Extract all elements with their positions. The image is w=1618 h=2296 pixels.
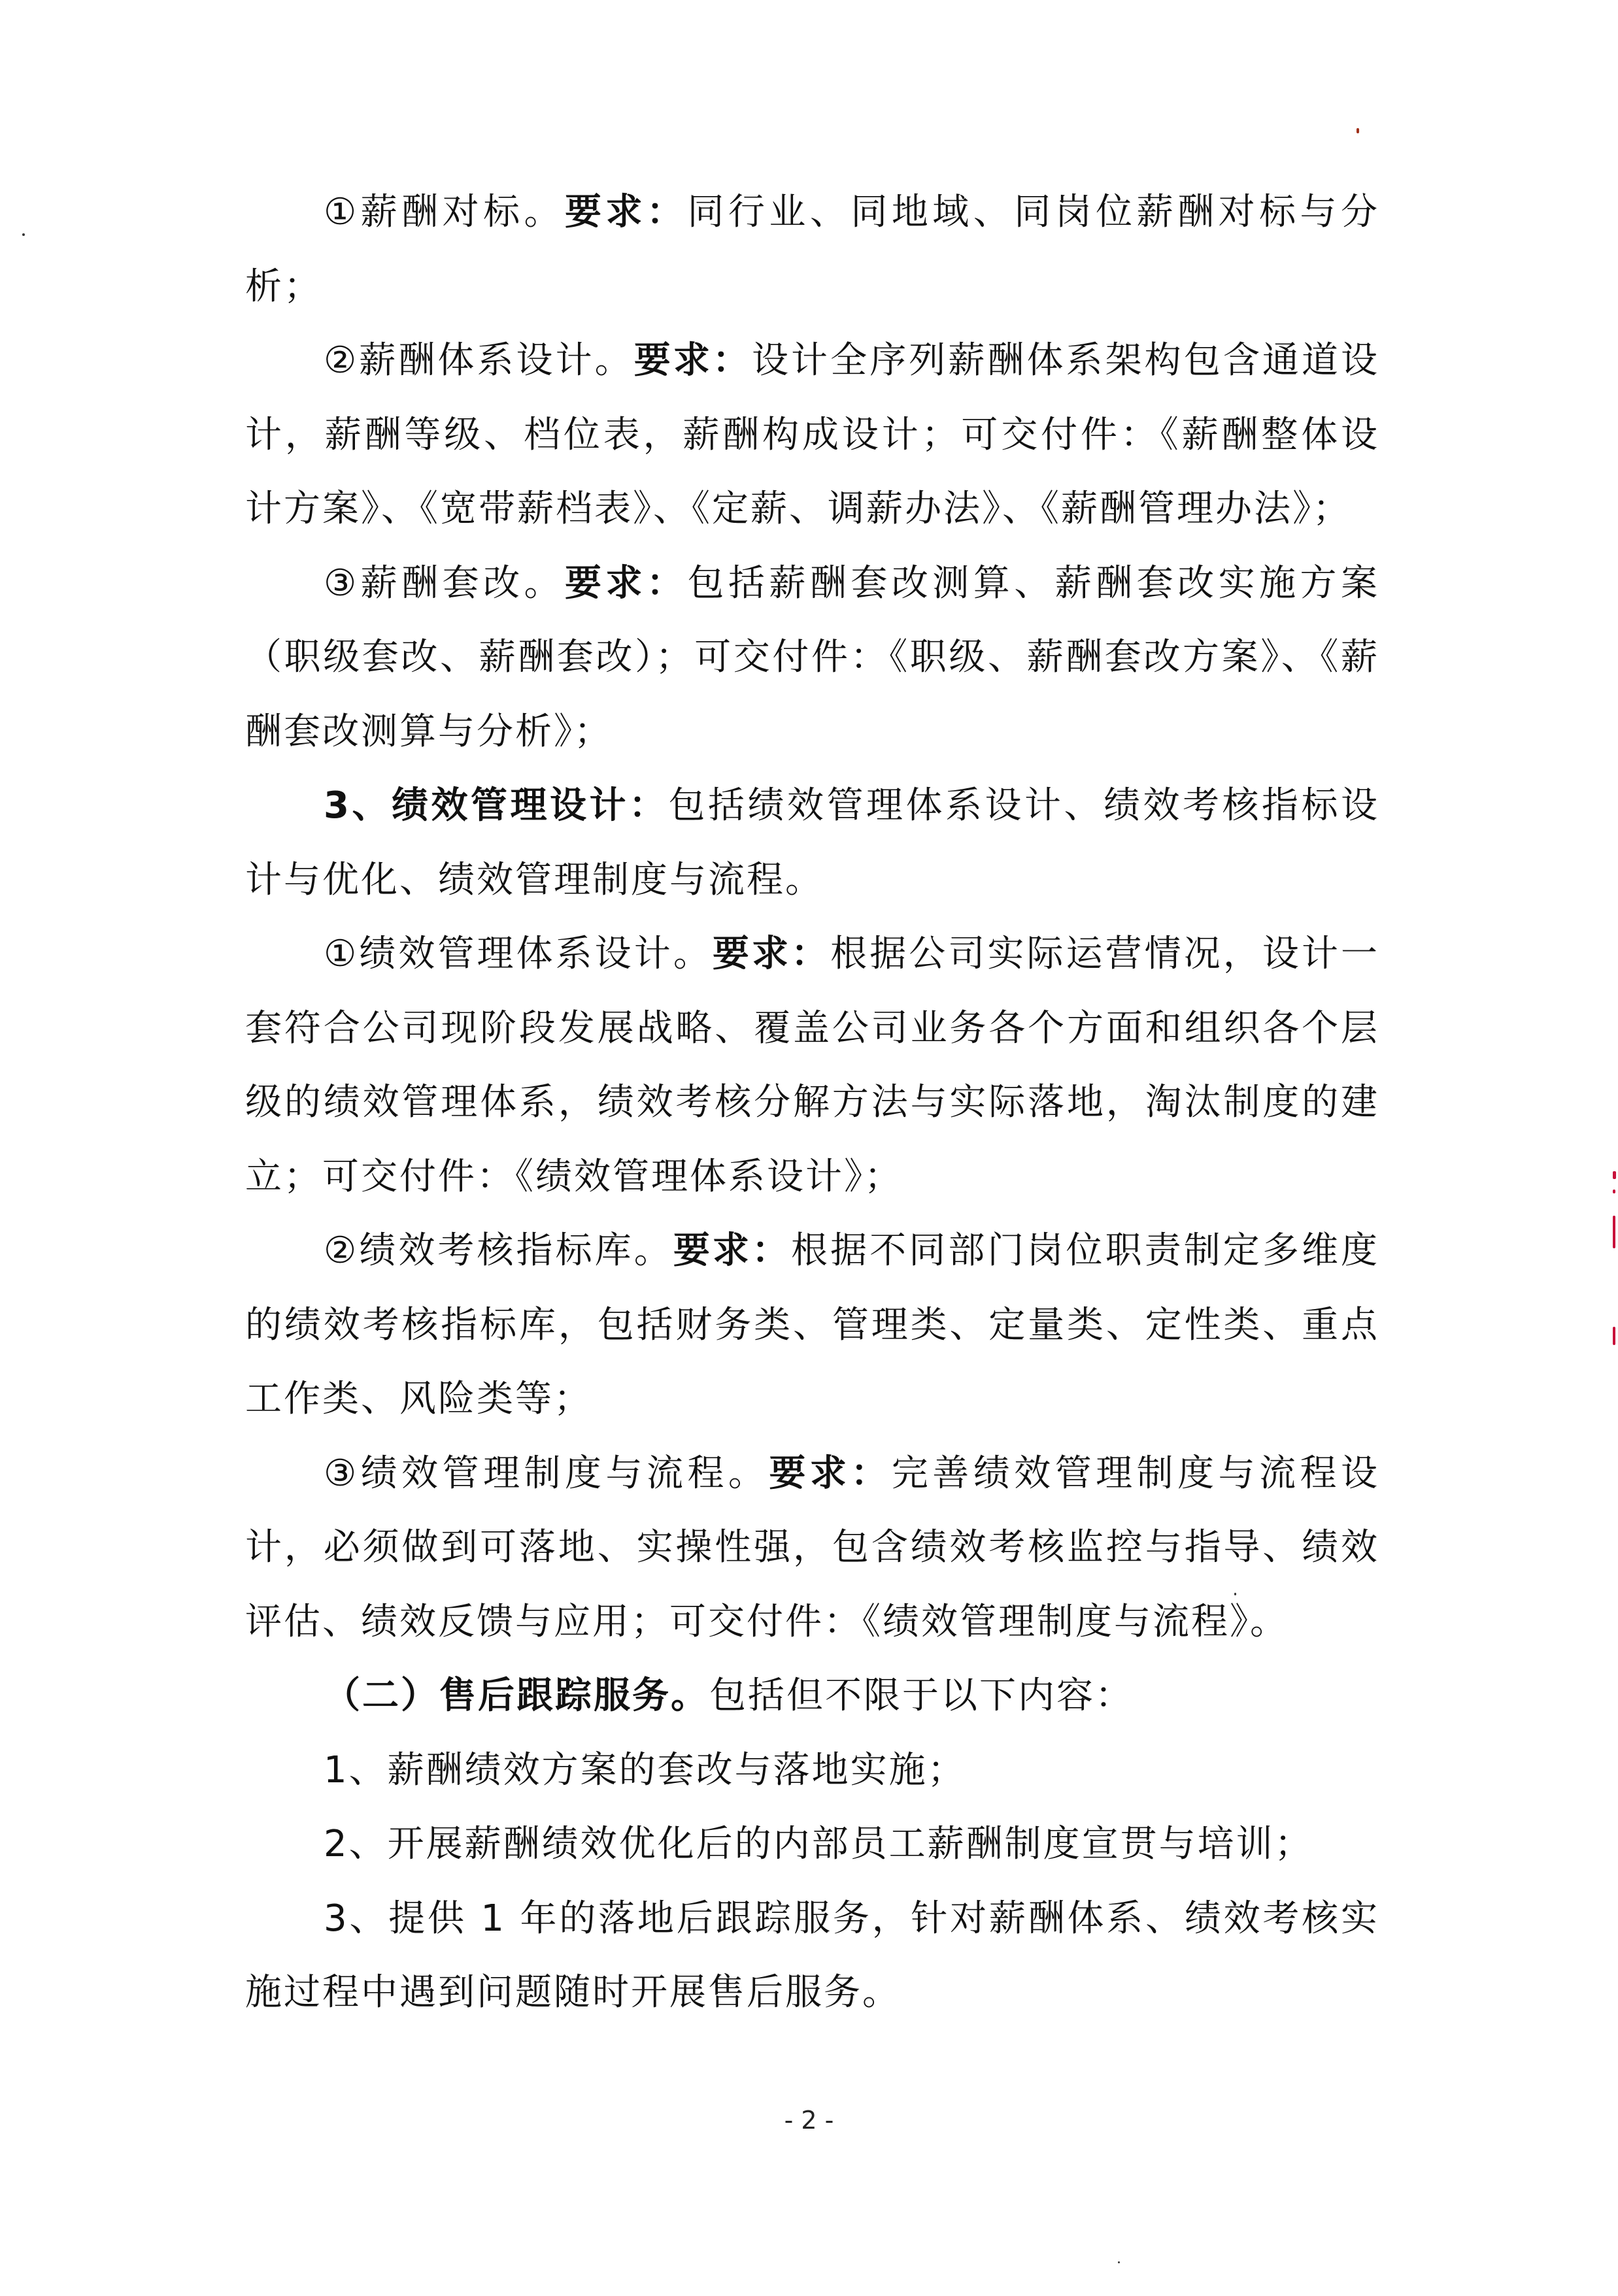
paragraph-text: 包括绩效管理体系设计、绩效考核指标设计与优化、绩效管理制度与流程。 xyxy=(245,784,1380,901)
paragraph-text: 根据公司实际运营情况，设计一套符合公司现阶段发展战略、覆盖公司业务各个方面和组织各个层级的绩效管理体系，绩效考核分解方法与实际落地，淘汰制度的建立；可交付件：《绩效管理体系设计》； xyxy=(245,933,1380,1198)
scan-artifact-dot xyxy=(1118,2261,1120,2263)
item-label: ③薪酬套改。 xyxy=(324,561,565,605)
paragraph-text: 2、开展薪酬绩效优化后的内部员工薪酬制度宣贯与培训； xyxy=(324,1823,1313,1865)
section-heading-after-sales xyxy=(245,1659,1379,1733)
section-heading-performance-management xyxy=(245,769,1379,917)
scan-artifact-dot xyxy=(1357,128,1359,133)
scan-artifact-dot xyxy=(1234,1593,1236,1595)
item-label: ①绩效管理体系设计。 xyxy=(324,933,713,975)
item-label: ②绩效考核指标库。 xyxy=(324,1229,673,1272)
requirement-lead: 要求： xyxy=(633,339,752,382)
paragraph-performance-system-design xyxy=(245,917,1379,1214)
paragraph-kpi-library xyxy=(245,1214,1379,1437)
paragraph-text: 设计全序列薪酬体系架构包含通道设计，薪酬等级、档位表，薪酬构成设计；可交付件：《薪酬整体设计方案》、《宽带薪档表》、《定薪、调薪办法》、《薪酬管理办法》； xyxy=(245,339,1380,530)
paragraph-performance-policy-process xyxy=(245,1437,1379,1659)
list-item-after-sales-1 xyxy=(245,1733,1379,1808)
paragraph-salary-system-design xyxy=(245,324,1379,546)
item-label: ②薪酬体系设计。 xyxy=(324,339,634,382)
paragraph-text: 包括薪酬套改测算、薪酬套改实施方案（职级套改、薪酬套改）；可交付件：《职级、薪酬套改方案》、《薪酬套改测算与分析》； xyxy=(245,561,1380,753)
list-item-after-sales-3 xyxy=(245,1882,1379,2030)
paragraph-salary-conversion xyxy=(245,546,1379,769)
paragraph-text: 包括但不限于以下内容： xyxy=(709,1674,1134,1717)
item-label: ①薪酬对标。 xyxy=(324,191,565,233)
requirement-lead: 要求： xyxy=(565,191,688,233)
list-item-after-sales-2 xyxy=(245,1807,1379,1882)
paragraph-text: 3、提供 1 年的落地后跟踪服务，针对薪酬体系、绩效考核实施过程中遇到问题随时开展售后服务。 xyxy=(245,1897,1379,2014)
requirement-lead: 要求： xyxy=(565,561,688,605)
requirement-lead: 要求： xyxy=(673,1229,792,1272)
paragraph-text: 同行业、同地域、同岗位薪酬对标与分析； xyxy=(245,191,1380,308)
paragraph-text: 1、薪酬绩效方案的套改与落地实施； xyxy=(324,1748,966,1791)
requirement-lead: 要求： xyxy=(712,933,831,975)
paragraph-text: 根据不同部门岗位职责制定多维度的绩效考核指标库，包括财务类、管理类、定量类、定性类、重点工作类、风险类等； xyxy=(245,1229,1380,1420)
item-label: ③绩效管理制度与流程。 xyxy=(324,1452,769,1495)
page-number: - 2 - xyxy=(784,2106,834,2135)
paragraph-salary-benchmark xyxy=(245,175,1379,324)
scan-artifact-dot xyxy=(22,233,25,236)
section-heading: 3、绩效管理设计： xyxy=(324,784,669,827)
requirement-lead: 要求： xyxy=(769,1452,892,1495)
seal-edge-mark xyxy=(1613,1216,1615,1248)
document-body xyxy=(245,175,1379,2030)
paragraph-text: 完善绩效管理制度与流程设计，必须做到可落地、实操性强，包含绩效考核监控与指导、绩效评估、绩效反馈与应用；可交付件：《绩效管理制度与流程》。 xyxy=(245,1452,1380,1643)
seal-edge-mark xyxy=(1613,1190,1615,1193)
seal-edge-mark xyxy=(1613,1327,1615,1345)
seal-edge-mark xyxy=(1613,1171,1616,1179)
section-heading: （二）售后跟踪服务。 xyxy=(324,1674,709,1717)
